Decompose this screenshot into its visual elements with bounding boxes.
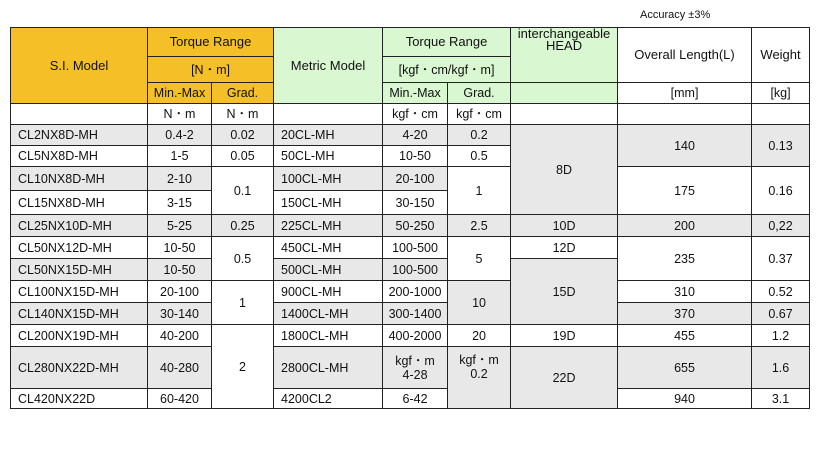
header-si-minmax: Min.-Max <box>148 83 212 104</box>
length-cell: 310 <box>618 281 752 303</box>
si-model-cell: CL100NX15D-MH <box>11 281 148 303</box>
metric-range-cell: 6-42 <box>383 389 448 409</box>
header-weight: Weight <box>752 28 810 83</box>
metric-model-cell: 1400CL-MH <box>274 303 383 325</box>
si-grad-cell: 0.25 <box>212 215 274 237</box>
si-grad-cell: 0.1 <box>212 167 274 215</box>
metric-model-cell: 225CL-MH <box>274 215 383 237</box>
si-grad-cell: 0.02 <box>212 125 274 146</box>
si-range-cell: 10-50 <box>148 259 212 281</box>
unit-metric-minmax: kgf・cm <box>383 104 448 125</box>
table-row <box>11 125 810 146</box>
metric-grad-cell: 0.2 <box>448 125 511 146</box>
accuracy-note: Accuracy ±3% <box>640 9 711 21</box>
si-range-cell: 20-100 <box>148 281 212 303</box>
metric-range-cell: 100-500 <box>383 237 448 259</box>
si-range-cell: 3-15 <box>148 191 212 215</box>
weight-cell: 3.1 <box>752 389 810 409</box>
torque-spec-table <box>10 27 810 409</box>
length-cell: 175 <box>618 167 752 215</box>
si-model-cell: CL5NX8D-MH <box>11 146 148 167</box>
metric-range-cell: 200-1000 <box>383 281 448 303</box>
head-cell-8d: 8D <box>511 125 618 215</box>
metric-range-cell: 400-2000 <box>383 325 448 347</box>
si-model-cell: CL420NX22D <box>11 389 148 409</box>
si-range-cell: 30-140 <box>148 303 212 325</box>
metric-grad-cell: 10 <box>448 281 511 325</box>
si-model-cell: CL280NX22D-MH <box>11 347 148 389</box>
head-cell: 10D <box>511 215 618 237</box>
metric-model-cell: 450CL-MH <box>274 237 383 259</box>
header-si-grad: Grad. <box>212 83 274 104</box>
table-row <box>11 237 810 259</box>
metric-grad-cell: 5 <box>448 237 511 281</box>
metric-range-cell: 10-50 <box>383 146 448 167</box>
si-range-cell: 0.4-2 <box>148 125 212 146</box>
header-torque-range-si: Torque Range <box>148 28 274 57</box>
head-cell: 12D <box>511 237 618 259</box>
si-range-cell: 60-420 <box>148 389 212 409</box>
header-kg: [kg] <box>752 83 810 104</box>
metric-range-cell <box>383 347 448 389</box>
metric-model-cell: 100CL-MH <box>274 167 383 191</box>
si-range-cell: 10-50 <box>148 237 212 259</box>
weight-cell: 0.16 <box>752 167 810 215</box>
metric-model-cell: 900CL-MH <box>274 281 383 303</box>
header-head-line2: HEAD <box>545 38 583 53</box>
unit-si-grad: N・m <box>212 104 274 125</box>
unit-blank <box>752 104 810 125</box>
unit-blank <box>274 104 383 125</box>
si-grad-cell: 0.05 <box>212 146 274 167</box>
header-torque-range-metric: Torque Range <box>383 28 511 57</box>
metric-grad-value: 0.2 <box>470 367 488 381</box>
metric-range-cell: 20-100 <box>383 167 448 191</box>
metric-grad-unit: kgf・m <box>459 353 499 367</box>
metric-grad-cell: 1 <box>448 167 511 215</box>
length-cell: 140 <box>618 125 752 167</box>
si-range-cell: 2-10 <box>148 167 212 191</box>
metric-range-value: 4-28 <box>402 367 428 382</box>
weight-cell: 0.37 <box>752 237 810 281</box>
metric-model-cell: 20CL-MH <box>274 125 383 146</box>
header-head-blank <box>511 83 618 104</box>
metric-range-cell: 4-20 <box>383 125 448 146</box>
weight-cell: 0.13 <box>752 125 810 167</box>
unit-blank <box>511 104 618 125</box>
table-row <box>11 215 810 237</box>
table-row <box>11 347 810 389</box>
metric-model-cell: 500CL-MH <box>274 259 383 281</box>
length-cell: 455 <box>618 325 752 347</box>
unit-blank <box>618 104 752 125</box>
metric-model-cell: 2800CL-MH <box>274 347 383 389</box>
table-row <box>11 303 810 325</box>
length-cell: 235 <box>618 237 752 281</box>
length-cell: 940 <box>618 389 752 409</box>
metric-range-cell: 300-1400 <box>383 303 448 325</box>
metric-grad-cell <box>448 347 511 409</box>
metric-range-unit: kgf・m <box>395 353 435 368</box>
si-model-cell: CL10NX8D-MH <box>11 167 148 191</box>
metric-model-cell: 50CL-MH <box>274 146 383 167</box>
si-model-cell: CL50NX12D-MH <box>11 237 148 259</box>
metric-range-cell: 30-150 <box>383 191 448 215</box>
weight-cell: 1.2 <box>752 325 810 347</box>
unit-si-minmax: N・m <box>148 104 212 125</box>
metric-model-cell: 1800CL-MH <box>274 325 383 347</box>
si-model-cell: CL15NX8D-MH <box>11 191 148 215</box>
table-row <box>11 389 810 409</box>
metric-model-cell: 150CL-MH <box>274 191 383 215</box>
header-metric-unit: [kgf・cm/kgf・m] <box>383 57 511 83</box>
unit-metric-grad: kgf・cm <box>448 104 511 125</box>
si-grad-cell: 1 <box>212 281 274 325</box>
unit-blank <box>11 104 148 125</box>
header-metric-grad: Grad. <box>448 83 511 104</box>
header-metric-minmax: Min.-Max <box>383 83 448 104</box>
table-row <box>11 325 810 347</box>
length-cell: 370 <box>618 303 752 325</box>
header-head-line1: interchangeable <box>517 27 611 41</box>
si-range-cell: 5-25 <box>148 215 212 237</box>
header-overall-length: Overall Length(L) <box>618 28 752 83</box>
si-grad-cell: 2 <box>212 325 274 409</box>
metric-grad-cell: 2.5 <box>448 215 511 237</box>
header-mm: [mm] <box>618 83 752 104</box>
header-si-unit: [N・m] <box>148 57 274 83</box>
table-row <box>11 281 810 303</box>
header-metric-model: Metric Model <box>274 28 383 104</box>
si-model-cell: CL25NX10D-MH <box>11 215 148 237</box>
metric-grad-cell: 20 <box>448 325 511 347</box>
metric-range-cell: 100-500 <box>383 259 448 281</box>
metric-grad-cell: 0.5 <box>448 146 511 167</box>
si-model-cell: CL50NX15D-MH <box>11 259 148 281</box>
si-range-cell: 1-5 <box>148 146 212 167</box>
weight-cell: 0.52 <box>752 281 810 303</box>
si-model-cell: CL2NX8D-MH <box>11 125 148 146</box>
weight-cell: 0,22 <box>752 215 810 237</box>
head-cell: 19D <box>511 325 618 347</box>
head-cell-15d: 15D <box>511 259 618 325</box>
header-si-model: S.I. Model <box>11 28 148 104</box>
head-cell-22d: 22D <box>511 347 618 409</box>
si-range-cell: 40-200 <box>148 325 212 347</box>
length-cell: 200 <box>618 215 752 237</box>
metric-model-cell: 4200CL2 <box>274 389 383 409</box>
header-head <box>511 28 618 83</box>
si-model-cell: CL140NX15D-MH <box>11 303 148 325</box>
si-range-cell: 40-280 <box>148 347 212 389</box>
si-grad-cell: 0.5 <box>212 237 274 281</box>
si-model-cell: CL200NX19D-MH <box>11 325 148 347</box>
weight-cell: 1.6 <box>752 347 810 389</box>
metric-range-cell: 50-250 <box>383 215 448 237</box>
length-cell: 655 <box>618 347 752 389</box>
weight-cell: 0.67 <box>752 303 810 325</box>
table-row <box>11 167 810 191</box>
